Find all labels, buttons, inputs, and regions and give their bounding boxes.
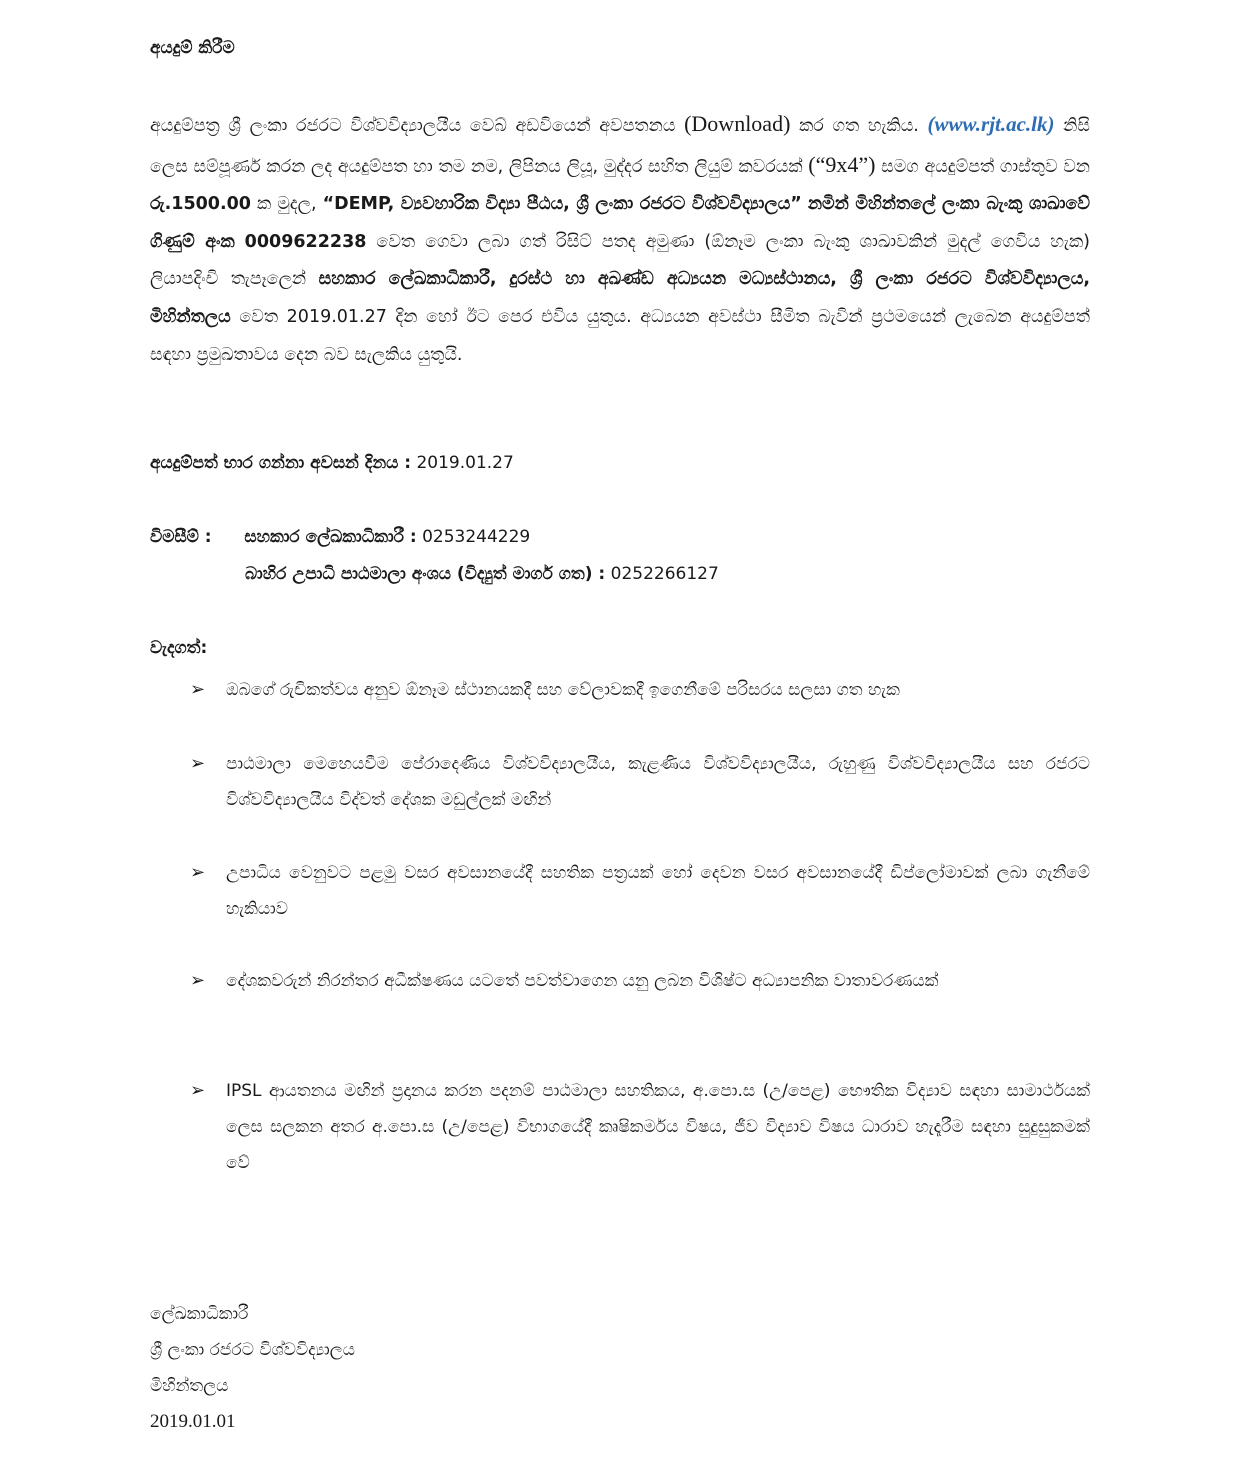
para-text-bold: නමින් මිහින්තලේ ලංකා බැංකු ශාඛාවේ ගිණුම් අංක <box>150 194 1090 252</box>
download-term: (Download) <box>684 111 791 136</box>
para-text: අයදුම්පත්‍ර ශ්‍රී ලංකා රජරට විශ්වවිද්‍යාලයීය වෙබ් අඩවියෙන් අවපතනය <box>150 116 676 136</box>
contact-row <box>150 527 530 547</box>
list-item-text: පාඨමාලා මෙහෙයවීම පේරාදෙණිය විශ්වවිද්‍යාලයීය, කැළණිය විශ්වවිද්‍යාලයීය, රුහුණු විශ්වවිද්‍යාලයීය සහ රජරට විශ්වවිද්‍යාලයීය විද්වත් දේශක මඩුල්ලක් මඟින් <box>226 754 1090 810</box>
contact-name: සහකාර ලේඛකාධිකාරී : <box>244 527 417 547</box>
para-text: කර ගත හැකිය. <box>799 116 919 136</box>
arrow-bullet-icon: ➢ <box>190 862 206 883</box>
para-text: වෙත ගෙවා ලබා ගත් රිසිට් පතද අමුණා (ඕනෑම ලංකා බැංකු ශාඛාවකින් මුදල් ගෙවිය හැක) ලියාපදිංචි තැපෑලෙන් <box>150 231 1090 290</box>
deadline-label: අයදුම්පත් භාර ගන්නා අවසන් දිනය : <box>150 453 412 473</box>
account-number: 0009622238 <box>244 231 367 252</box>
contact-name: බාහිර උපාධි පාඨමාලා අංශය (විද්‍යුත් මාර්ග ගත) : <box>245 564 606 584</box>
list-item-text: දේශකවරුන් නිරන්තර අධීක්ෂණය යටතේ පවත්වාගෙන යනු ලබන විශිෂ්ට අධ්‍යාපනික වාතාවරණයක් <box>226 971 939 991</box>
contact-phone: 0253244229 <box>422 527 531 547</box>
deadline-line <box>150 453 514 473</box>
fee-amount: රු.1500.00 <box>150 194 251 215</box>
signature-block <box>150 1296 355 1440</box>
signature-date: 2019.01.01 <box>150 1411 236 1432</box>
para-text: සමග අයදුම්පත් ගාස්තුව වන <box>881 156 1090 177</box>
contact-phone: 0252266127 <box>610 564 719 584</box>
mailing-address: සහකාර ලේඛකාධිකාරී, දුරස්ථ හා අඛණ්ඩ අධ්‍යයන මධ්‍යස්ථානය, ශ්‍රී ලංකා රජරට විශ්වවිද්‍යාලය, මිහින්තලය <box>150 269 1090 327</box>
section-heading: අයදුම් කිරීම <box>150 38 235 58</box>
list-item-text: IPSL ආයතනය මඟින් ප්‍රදානය කරන පදනම් පාඨමාලා සහතිකය, අ.පො.ස (උ/පෙළ) භෞතික විද්‍යාව සඳහා සාමාර්ථයක් ලෙස සලකන අතර අ.පො.ස (උ/පෙළ) විභාගයේදී කෘෂිකර්මය විෂය, ජීව විද්‍යාව විෂය ධාරාව හැදෑරීම සඳහා සුදුසුකමක් වේ <box>226 1081 1090 1173</box>
arrow-bullet-icon: ➢ <box>190 753 206 774</box>
envelope-size: (“9x4”) <box>808 151 876 177</box>
signatory-university: ශ්‍රී ලංකා රජරට විශ්වවිද්‍යාලය <box>150 1340 355 1360</box>
para-text: වෙත 2019.01.27 දින හෝ ඊට පෙර එවිය යුතුය. අධ්‍යයන අවස්ථා සීමිත බැවින් ප්‍රථමයෙන් ලැබෙන අයදුම්පත් සඳහා ප්‍රමුඛතාවය දෙන බව සැලකිය යුතුයි. <box>150 306 1090 365</box>
application-paragraph <box>150 105 1090 374</box>
deadline-date: 2019.01.27 <box>416 453 514 473</box>
notes-title: වැදගත්: <box>150 638 208 658</box>
arrow-bullet-icon: ➢ <box>190 1080 206 1101</box>
arrow-bullet-icon: ➢ <box>190 970 206 991</box>
signatory-title: ලේඛකාධිකාරී <box>150 1304 249 1324</box>
inquiries-label: විමසීම් : <box>150 527 212 547</box>
signatory-place: මිහින්තලය <box>150 1376 229 1396</box>
para-text: නිසි ලෙස සම්පූර්ණ කරන ලද අයදුම්පත හා තම නම, ලිපිනය ලියූ, මුද්දර සහිත ලියුම් කවරයක් <box>150 116 1090 177</box>
para-text: ක මුදල, <box>257 194 317 215</box>
payee-name: “DEMP, ව්‍යවහාරික විද්‍යා පීඨය, ශ්‍රී ලංකා රජරට විශ්වවිද්‍යාලය” <box>322 194 802 215</box>
list-item-text: ඔබගේ රුචිකත්වය අනුව ඕනෑම ස්ථානයකදී සහ වේලාවකදී ඉගෙනීමේ පරිසරය සලසා ගත හැක <box>226 680 900 700</box>
contact-row <box>245 564 719 584</box>
list-item-text: උපාධිය වෙනුවට පළමු වසර අවසානයේදී සහතික පත්‍රයක් හෝ දෙවන වසර අවසානයේදී ඩිප්ලෝමාවක් ලබා ගැනීමේ හැකියාව <box>226 863 1090 919</box>
website-link[interactable]: (www.rjt.ac.lk) <box>927 112 1055 136</box>
arrow-bullet-icon: ➢ <box>190 679 206 700</box>
